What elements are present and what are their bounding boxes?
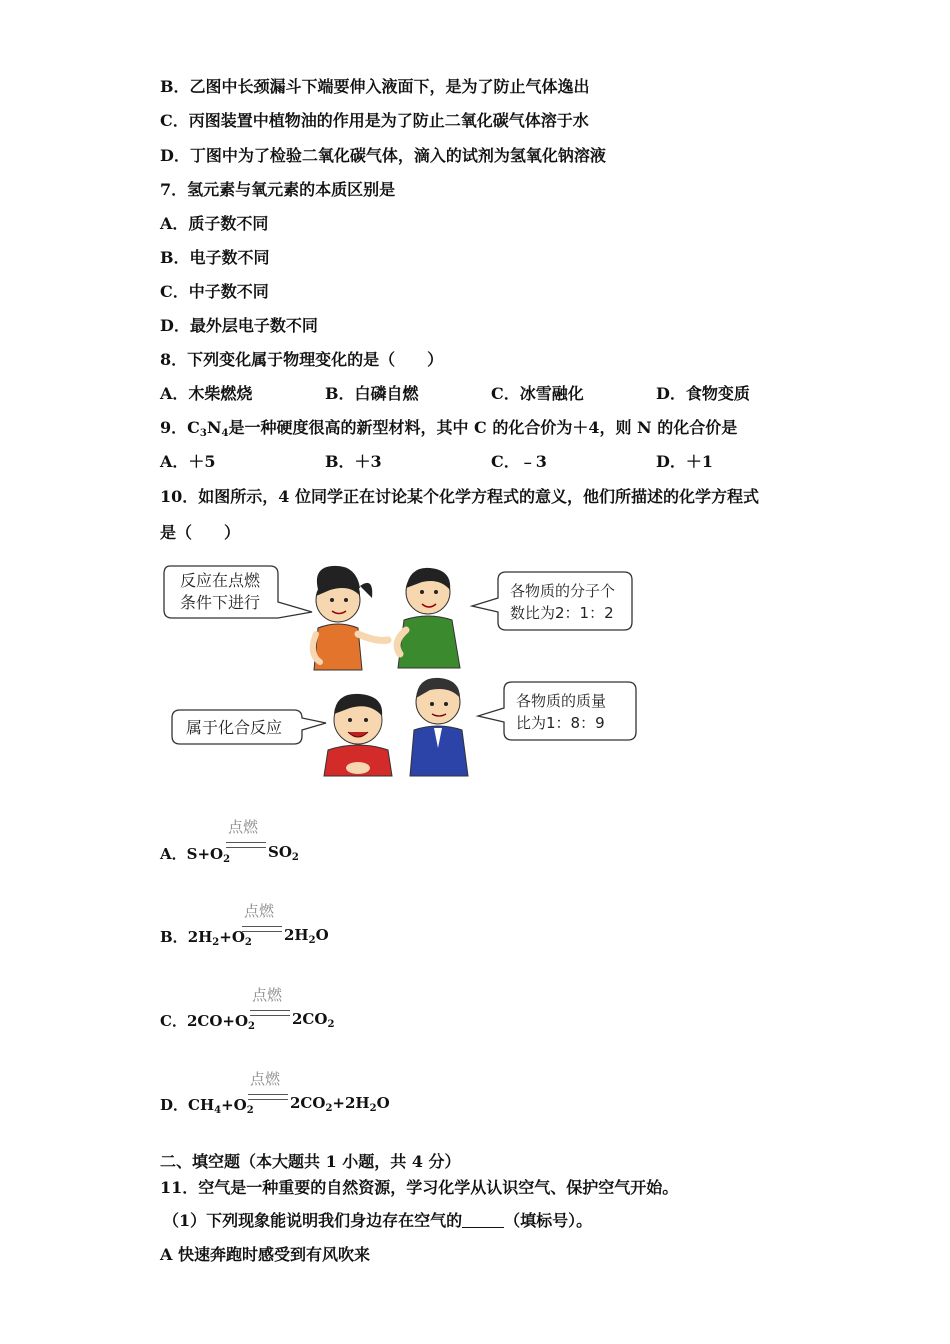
q9-stem: 9．$C_3N_4$是一种硬度很高的新型材料，其中 C 的化合价为＋4，则 N 的化合价是	[160, 418, 738, 439]
q11-stem: 11．空气是一种重要的自然资源，学习化学从认识空气、保护空气开始。	[160, 1178, 679, 1197]
speech-bubble-top-left	[164, 566, 312, 618]
q10-option-c: C．$2CO+O_2$	[160, 1012, 255, 1032]
q11-part1: （1）下列现象能说明我们身边存在空气的 （填标号）。	[163, 1211, 593, 1230]
q10-option-d: D．$CH_4+O_2$	[160, 1096, 254, 1116]
q9-option-d: D．＋1	[656, 452, 714, 471]
q7-option-b: B．电子数不同	[160, 248, 270, 267]
q6-option-d: D．丁图中为了检验二氧化碳气体，滴入的试剂为氢氧化钠溶液	[160, 146, 606, 165]
q10-option-a: A．$S+O_2$	[160, 845, 231, 865]
bubble-text-tl2: 条件下进行	[180, 593, 261, 612]
bubble-text-tr2: 数比为2：1：2	[510, 604, 614, 622]
bubble-text-bl: 属于化合反应	[186, 718, 283, 737]
q10-option-d-product: $2CO_2+2H_2O$	[290, 1094, 390, 1114]
q10-option-b: B．$2H_2+O_2$	[160, 928, 252, 948]
q6-option-b: B．乙图中长颈漏斗下端要伸入液面下，是为了防止气体逸出	[160, 77, 590, 96]
answer-blank[interactable]	[462, 1213, 504, 1228]
q9-option-b: B．＋3	[325, 452, 382, 471]
q7-option-d: D．最外层电子数不同	[160, 316, 318, 335]
q8-stem: 8．下列变化属于物理变化的是（ ）	[160, 350, 444, 369]
q10-stem-line1: 10．如图所示，4 位同学正在讨论某个化学方程式的意义，他们所描述的化学方程式	[160, 487, 759, 506]
q10-option-b-product: $2H_2O$	[284, 926, 329, 946]
equation-arrow-d	[248, 1094, 288, 1100]
q8-option-c: C．冰雪融化	[491, 384, 584, 403]
q6-option-c: C．丙图装置中植物油的作用是为了防止二氧化碳气体溶于水	[160, 111, 589, 130]
man-blue-figure	[410, 678, 468, 776]
condition-b: 点燃	[244, 902, 275, 920]
students-discussion-illustration	[160, 558, 640, 783]
q7-option-a: A．质子数不同	[160, 214, 269, 233]
q11-option-a: A 快速奔跑时感受到有风吹来	[160, 1245, 370, 1264]
equation-arrow-c	[250, 1010, 290, 1016]
q8-option-d: D．食物变质	[656, 384, 750, 403]
speech-bubble-bottom-left	[172, 710, 326, 744]
q7-option-c: C．中子数不同	[160, 282, 269, 301]
speech-bubble-bottom-right	[478, 682, 636, 740]
girl-figure	[313, 566, 388, 670]
bubble-text-tr1: 各物质的分子个	[510, 582, 616, 600]
speech-bubble-top-right	[472, 572, 632, 630]
q10-option-c-product: $2CO_2$	[292, 1010, 335, 1030]
q10-option-a-product: $SO_2$	[268, 843, 299, 863]
q8-option-a: A．木柴燃烧	[160, 384, 253, 403]
q7-stem: 7．氢元素与氧元素的本质区别是	[160, 180, 396, 199]
boy-green-figure	[397, 568, 460, 668]
q9-option-a: A．＋5	[160, 452, 216, 471]
section-heading-fill-in: 二、填空题（本大题共 1 小题，共 4 分）	[160, 1152, 461, 1171]
bubble-text-br1: 各物质的质量	[516, 692, 607, 710]
q8-option-b: B．白磷自燃	[325, 384, 419, 403]
condition-d: 点燃	[250, 1070, 281, 1088]
condition-a: 点燃	[228, 818, 259, 836]
condition-c: 点燃	[252, 986, 283, 1004]
bubble-text-tl1: 反应在点燃	[180, 571, 261, 590]
equation-arrow-a	[226, 842, 266, 848]
bubble-text-br2: 比为1：8：9	[516, 714, 605, 732]
q9-option-c: C．﹣3	[491, 452, 547, 471]
q10-stem-line2: 是（ ）	[160, 523, 241, 542]
boy-red-figure	[324, 694, 392, 776]
